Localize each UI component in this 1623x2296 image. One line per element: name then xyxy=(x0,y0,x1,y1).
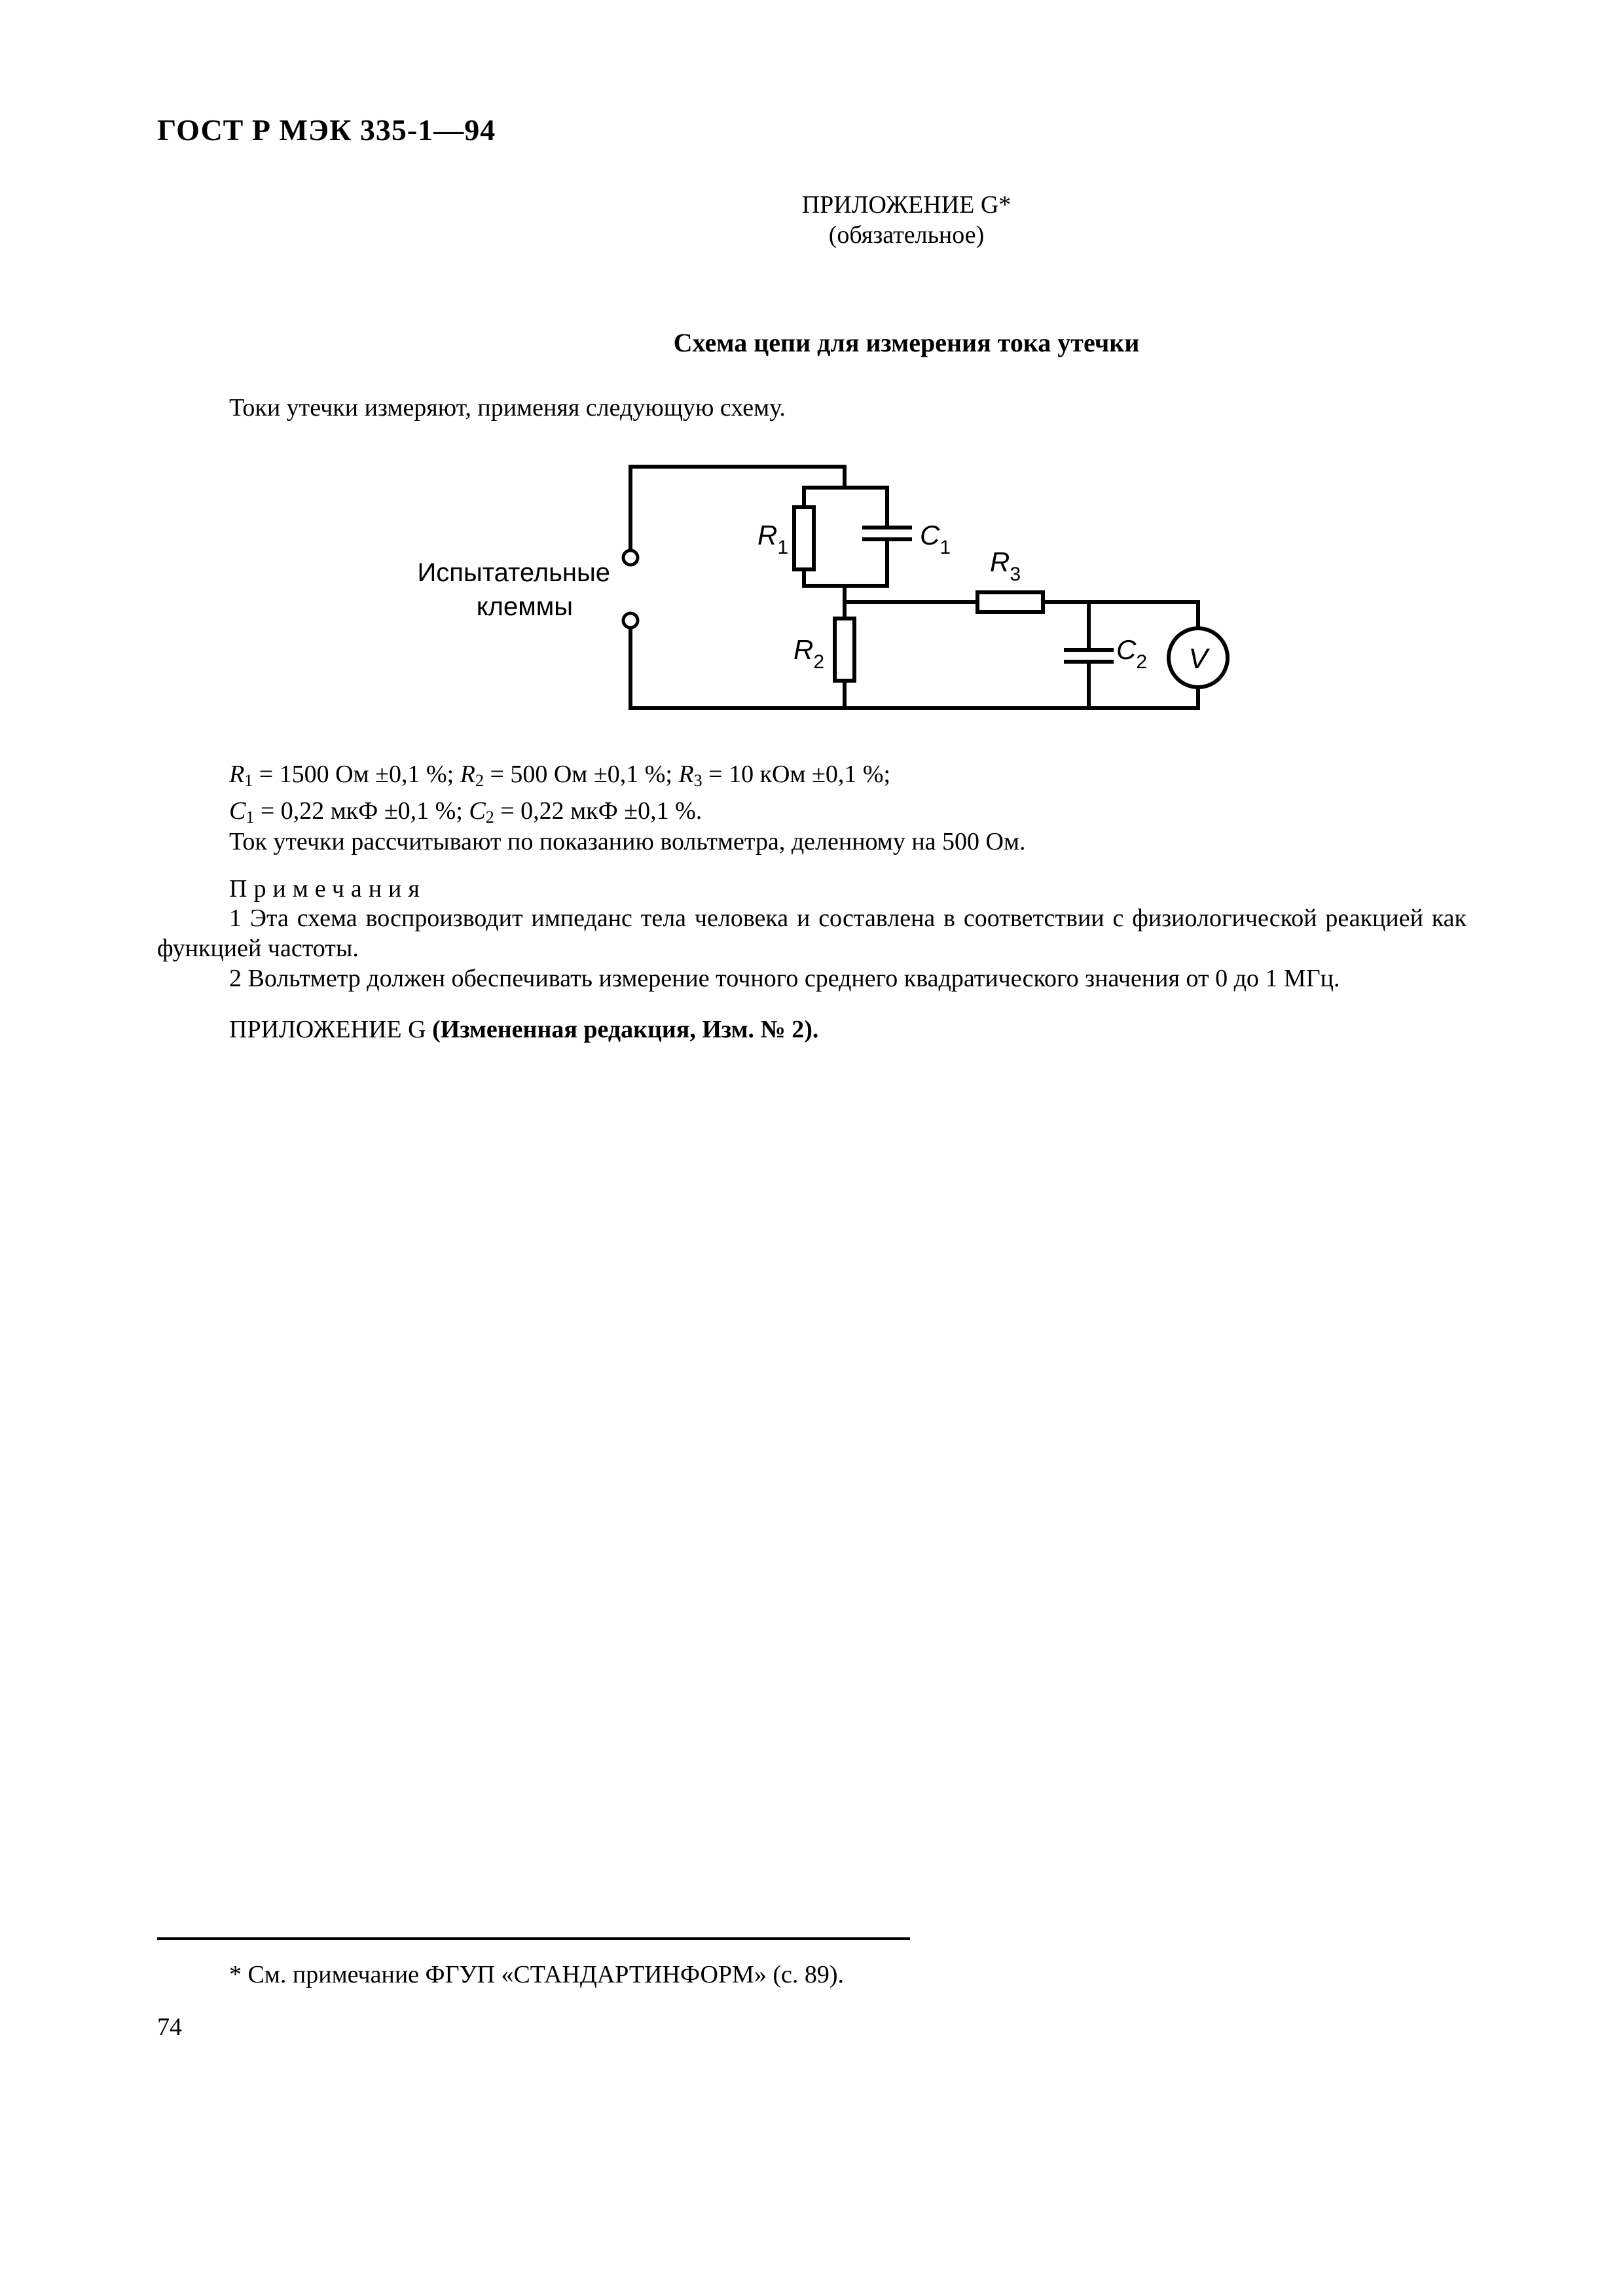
intro-paragraph: Токи утечки измеряют, применяя следующую схему. xyxy=(229,394,786,422)
label-r1: $R_1$ xyxy=(757,520,789,558)
terminals-label-line2: клеммы xyxy=(476,592,573,621)
notes-heading: Примечания xyxy=(229,875,426,903)
component-values xyxy=(229,759,890,833)
amendment-note: ПРИЛОЖЕНИЕ G (Измененная редакция, Изм. № 2). xyxy=(229,1016,819,1043)
calculation-paragraph: Ток утечки рассчитывают по показанию вольтметра, деленному на 500 Ом. xyxy=(229,828,1026,855)
document-header: ГОСТ Р МЭК 335-1—94 xyxy=(157,113,496,147)
values-line-r: $R_1 = 1500$ Ом ±0,1 %; $R_2 = 500$ Ом ±0,1 %; $R_3 = 10$ кОм ±0,1 %; xyxy=(229,761,891,790)
terminals-label-line1: Испытательные xyxy=(417,558,610,587)
resistor-r1 xyxy=(794,507,814,569)
label-voltmeter: V xyxy=(1188,643,1208,675)
test-terminal-top xyxy=(623,550,638,565)
page-number: 74 xyxy=(157,2013,182,2041)
label-r3: $R_3$ xyxy=(990,547,1021,585)
appendix-title: ПРИЛОЖЕНИЕ G* xyxy=(801,191,1012,219)
leakage-current-circuit-diagram xyxy=(0,0,1623,753)
test-terminal-bottom xyxy=(623,613,638,628)
resistor-r3 xyxy=(977,592,1043,612)
footnote: * См. примечание ФГУП «СТАНДАРТИНФОРМ» (с. 89). xyxy=(229,1961,845,1988)
footnote-divider xyxy=(157,1937,910,1940)
note-2: 2 Вольтметр должен обеспечивать измерение точного среднего квадратического значения от 0 до 1 МГц. xyxy=(229,965,1340,992)
label-c1: $C_1$ xyxy=(920,520,951,558)
section-title: Схема цепи для измерения тока утечки xyxy=(673,328,1140,357)
label-c2: $C_2$ xyxy=(1116,634,1148,673)
appendix-status: (обязательное) xyxy=(828,221,985,249)
label-r2: $R_2$ xyxy=(793,634,825,673)
wire-bottom xyxy=(630,628,1198,708)
resistor-r2 xyxy=(835,619,854,681)
values-line-c: $C_1 = 0,22$ мкФ ±0,1 %; $C_2 = 0,22$ мкФ ±0,1 %. xyxy=(229,797,702,827)
note-1: 1 Эта схема воспроизводит импеданс тела человека и составлена в соответствии с физиологической реакцией как функцией частоты. xyxy=(157,905,1467,962)
